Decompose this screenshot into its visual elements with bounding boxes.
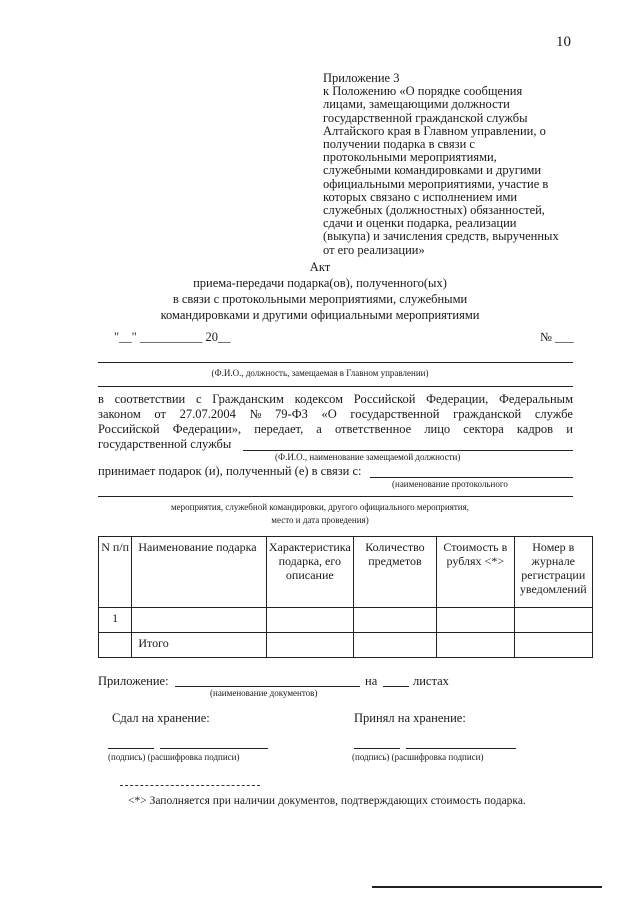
attachment-field-line: [175, 686, 360, 687]
event-caption: (наименование протокольного: [392, 479, 508, 489]
body-word: от: [154, 407, 166, 421]
table-cell[interactable]: [437, 633, 514, 658]
receiver-field-line: [243, 450, 573, 451]
act-title-line: командировками и другими официальными мероприятиями: [160, 308, 480, 322]
date-line: "__" __________ 20__: [114, 330, 231, 344]
table-cell[interactable]: [266, 608, 353, 633]
receiver-caption: (Ф.И.О., наименование замещаемой должности): [275, 452, 461, 462]
col-header-description: Характеристика подарка, его описание: [266, 537, 353, 608]
bottom-rule: [372, 886, 602, 888]
body-word: 27.07.2004: [179, 407, 236, 421]
table-cell[interactable]: [266, 633, 353, 658]
col-header-cost: Стоимость в рублях <*>: [437, 537, 514, 608]
body-line-2: [98, 407, 573, 422]
left-signature-caption: (подпись) (расшифровка подписи): [108, 752, 240, 762]
appendix-line: лицами, замещающими должности: [323, 97, 510, 112]
appendix-line: служебных (должностных) обязанностей,: [323, 203, 545, 218]
table-cell[interactable]: [132, 608, 266, 633]
col-header-name: Наименование подарка: [132, 537, 266, 608]
number-line: № ___: [540, 330, 574, 344]
body-line-4: государственной службы: [98, 437, 232, 451]
total-label: Итого: [132, 633, 266, 658]
body-word: Российской: [98, 422, 160, 436]
act-title-line: приема-передачи подарка(ов), полученного(ых): [193, 276, 447, 290]
body-word: в: [98, 392, 104, 406]
event-field-line-2: [98, 496, 573, 497]
appendix-line: которых связано с исполнением ими: [323, 189, 518, 204]
attachment-sheets: листах: [413, 674, 449, 688]
body-word: службе: [534, 407, 573, 421]
appendix-line: (выкупа) и зачисления средств, вырученных: [323, 229, 559, 244]
attachment-label: Приложение:: [98, 674, 169, 688]
row-number: 1: [99, 608, 132, 633]
sheets-field-line: [383, 686, 409, 687]
fio-field-line: [98, 362, 573, 363]
signature-line: [108, 748, 154, 749]
page-number: 10: [556, 34, 571, 50]
signature-decode-line: [160, 748, 268, 749]
act-title-line: в связи с протокольными мероприятиями, служебными: [172, 292, 468, 306]
body-word: лицо: [424, 422, 451, 436]
body-word: Гражданским: [212, 392, 284, 406]
gifts-table: [98, 536, 593, 658]
body-word: Федеральным: [498, 392, 573, 406]
handed-over-title: Сдал на хранение:: [112, 711, 210, 725]
appendix-line: сдачи и оценки подарка, реализации: [323, 216, 517, 231]
attachment-caption: (наименование документов): [210, 688, 318, 698]
body-word: государственной: [350, 407, 440, 421]
col-header-number: N п/п: [99, 537, 132, 608]
received-title: Принял на хранение:: [354, 711, 466, 725]
body-line-1: [98, 392, 573, 407]
table-cell[interactable]: [514, 608, 592, 633]
appendix-line: Алтайского края в Главном управлении, о: [323, 123, 546, 138]
event-caption-2: мероприятия, служебной командировки, другого официального мероприятия,: [170, 502, 470, 512]
fio-field-line-2: [98, 386, 573, 387]
signature-decode-line: [406, 748, 516, 749]
body-word: и: [566, 422, 573, 436]
body-word: гражданской: [453, 407, 522, 421]
body-word: передает,: [254, 422, 304, 436]
body-line-5: принимает подарок (и), полученный (е) в связи с:: [98, 464, 362, 478]
body-word: а: [316, 422, 322, 436]
body-word: сектора: [463, 422, 504, 436]
table-row: [99, 608, 593, 633]
col-header-quantity: Количество предметов: [353, 537, 436, 608]
table-total-row: [99, 633, 593, 658]
table-cell: [99, 633, 132, 658]
right-signature-caption: (подпись) (расшифровка подписи): [352, 752, 484, 762]
signature-line: [354, 748, 400, 749]
appendix-line: к Положению «О порядке сообщения: [323, 84, 523, 99]
fio-caption: (Ф.И.О., должность, замещаемая в Главном управлении): [211, 368, 429, 378]
body-word: «О: [321, 407, 337, 421]
col-header-registration: Номер в журнале регистрации уведомлений: [514, 537, 592, 608]
body-word: №: [249, 407, 262, 421]
appendix-line: от его реализации»: [323, 242, 425, 257]
body-word: Российской: [353, 392, 416, 406]
body-word: Федерации»,: [172, 422, 242, 436]
event-field-line: [370, 477, 573, 478]
appendix-header: [323, 72, 588, 257]
body-word: Федерации,: [426, 392, 489, 406]
table-cell[interactable]: [353, 633, 436, 658]
appendix-line: протокольными мероприятиями,: [323, 150, 497, 165]
body-word: 79-ФЗ: [275, 407, 308, 421]
footnote: <*> Заполняется при наличии документов, подтверждающих стоимость подарка.: [128, 795, 526, 807]
body-word: кодексом: [294, 392, 344, 406]
body-word: соответствии: [114, 392, 186, 406]
appendix-line: получении подарка в связи с: [323, 137, 475, 152]
footnote-separator: [120, 785, 260, 786]
table-cell[interactable]: [514, 633, 592, 658]
appendix-line: официальными мероприятиями, участие в: [323, 176, 549, 191]
body-word: кадров: [516, 422, 554, 436]
table-cell[interactable]: [437, 608, 514, 633]
table-header-row: [99, 537, 593, 608]
attachment-on: на: [365, 674, 378, 688]
appendix-line: служебными командировками и другими: [323, 163, 542, 178]
body-word: законом: [98, 407, 141, 421]
body-word: с: [195, 392, 202, 406]
appendix-line: государственной гражданской службы: [323, 110, 528, 125]
act-title-word: Акт: [309, 260, 331, 274]
appendix-line: Приложение 3: [323, 71, 400, 85]
body-word: ответственное: [334, 422, 412, 436]
table-cell[interactable]: [353, 608, 436, 633]
body-line-3: [98, 422, 573, 437]
event-caption-3: место и дата проведения): [271, 515, 369, 525]
